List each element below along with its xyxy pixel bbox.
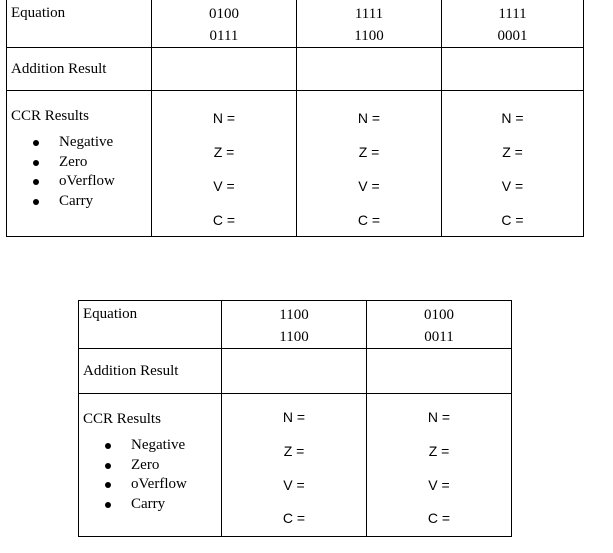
- ccr-item-carry: Carry: [31, 192, 151, 212]
- ccr-row: [79, 394, 512, 537]
- equation-label-cell: [79, 301, 222, 349]
- ccr-flags-cell: [152, 91, 297, 237]
- ccr-flags-cell: [297, 91, 442, 237]
- equation-label-cell: [7, 0, 152, 48]
- equation-label: Equation: [11, 5, 66, 21]
- addition-result-cell[interactable]: [367, 349, 512, 394]
- equation-label: Equation: [83, 306, 138, 322]
- operand-top: 0100: [424, 307, 454, 323]
- flag-n: N =: [282, 409, 306, 425]
- equation-value-cell: [222, 301, 367, 349]
- ccr-item-zero: Zero: [31, 153, 151, 173]
- flag-c: C =: [427, 510, 451, 526]
- ccr-flags-cell: [442, 91, 584, 237]
- flag-c: C =: [282, 510, 306, 526]
- ccr-item-negative: Negative: [31, 133, 151, 153]
- flag-n: N =: [357, 110, 381, 126]
- flag-n: N =: [501, 110, 524, 126]
- ccr-item-carry: Carry: [103, 495, 221, 515]
- flag-z: Z =: [502, 144, 523, 160]
- ccr-results-label: CCR Results: [83, 411, 161, 427]
- addition-result-cell[interactable]: [442, 48, 584, 91]
- operand-bottom: 1100: [279, 329, 309, 345]
- flag-v: V =: [283, 477, 305, 493]
- ccr-flags-cell: [367, 394, 512, 537]
- addition-result-row: [7, 48, 584, 91]
- equation-value-cell: [152, 0, 297, 48]
- flag-c: C =: [357, 212, 381, 228]
- flag-v: V =: [428, 477, 450, 493]
- addition-result-cell[interactable]: [222, 349, 367, 394]
- flag-z: Z =: [358, 144, 380, 160]
- addition-result-label: Addition Result: [83, 362, 179, 379]
- operand-bottom: 0111: [209, 28, 239, 44]
- addition-result-cell[interactable]: [152, 48, 297, 91]
- addition-result-row: [79, 349, 512, 394]
- operand-top: 0100: [209, 6, 239, 22]
- ccr-item-overflow: oVerflow: [31, 172, 151, 192]
- flag-z: Z =: [213, 144, 235, 160]
- equation-value-cell: [367, 301, 512, 349]
- ccr-table-1: [6, 0, 584, 237]
- addition-result-label: Addition Result: [11, 60, 107, 77]
- equation-row: [7, 0, 584, 48]
- ccr-label-cell: [7, 91, 152, 237]
- flag-z: Z =: [283, 443, 305, 459]
- ccr-label-cell: [79, 394, 222, 537]
- ccr-flags-cell: [222, 394, 367, 537]
- equation-value-cell: [297, 0, 442, 48]
- addition-label-cell: [79, 349, 222, 394]
- addition-label-cell: [7, 48, 152, 91]
- addition-result-cell[interactable]: [297, 48, 442, 91]
- operand-bottom: 1100: [354, 28, 384, 44]
- equation-value-cell: [442, 0, 584, 48]
- flag-v: V =: [213, 178, 235, 194]
- ccr-flag-list: [83, 436, 221, 514]
- ccr-item-negative: Negative: [103, 436, 221, 456]
- operand-bottom: 0011: [424, 329, 454, 345]
- flag-n: N =: [427, 409, 451, 425]
- equation-row: [79, 301, 512, 349]
- flag-c: C =: [212, 212, 236, 228]
- operand-top: 1111: [498, 6, 527, 22]
- flag-z: Z =: [428, 443, 450, 459]
- ccr-flag-list: [11, 133, 151, 211]
- flag-c: C =: [501, 212, 524, 228]
- flag-n: N =: [212, 110, 236, 126]
- operand-top: 1100: [279, 307, 309, 323]
- ccr-table-2: [78, 300, 512, 537]
- operand-top: 1111: [354, 6, 384, 22]
- ccr-results-label: CCR Results: [11, 108, 89, 124]
- flag-v: V =: [358, 178, 380, 194]
- ccr-item-overflow: oVerflow: [103, 475, 221, 495]
- operand-bottom: 0001: [497, 28, 528, 44]
- flag-v: V =: [501, 178, 524, 194]
- ccr-item-zero: Zero: [103, 456, 221, 476]
- ccr-row: [7, 91, 584, 237]
